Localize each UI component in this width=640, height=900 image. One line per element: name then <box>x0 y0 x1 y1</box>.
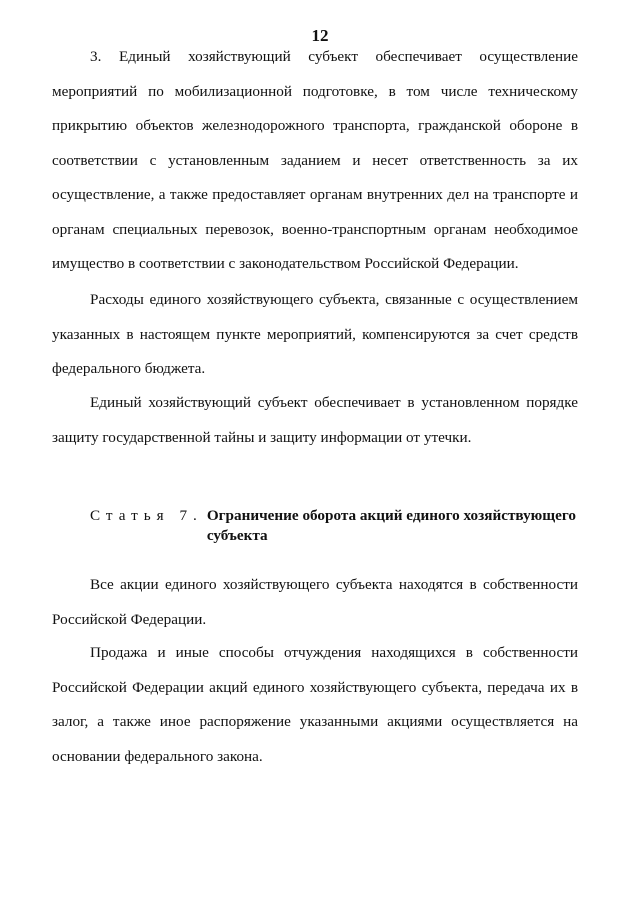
paragraph-1: 3. Единый хозяйствующий субъект обеспечивает осуществление мероприятий по мобилизационной подготовке, в том числе техническому прикрытию объектов железнодорожного транспорта, гражданской обороне в соответствии с установленным заданием и несет ответственность за их осуществление, а также предоставляет органам внутренних дел на транспорте и органам специальных перевозок, военно-транспортным органам необходимое имущество в соответствии с законодательством Российской Федерации. <box>52 48 578 272</box>
article-title: Ограничение оборота акций единого хозяйствующего субъекта <box>206 507 576 544</box>
article-heading <box>90 506 576 546</box>
page-number: 12 <box>311 26 329 45</box>
paragraph-2: Расходы единого хозяйствующего субъекта, связанные с осуществлением указанных в настоящем пункте мероприятий, компенсируются за счет средств федерального бюджета. <box>52 291 578 377</box>
paragraph-5: Продажа и иные способы отчуждения находящихся в собственности Российской Федерации акций единого хозяйствующего субъекта, передача их в залог, а также иное распоряжение указанными акциями осуществляется на основании федерального закона. <box>52 644 578 765</box>
paragraph-3: Единый хозяйствующий субъект обеспечивает в установленном порядке защиту государственной тайны и защиту информации от утечки. <box>52 394 578 446</box>
paragraph-4: Все акции единого хозяйствующего субъекта находятся в собственности Российской Федерации. <box>52 576 578 628</box>
article-label: Статья 7. <box>90 507 203 524</box>
